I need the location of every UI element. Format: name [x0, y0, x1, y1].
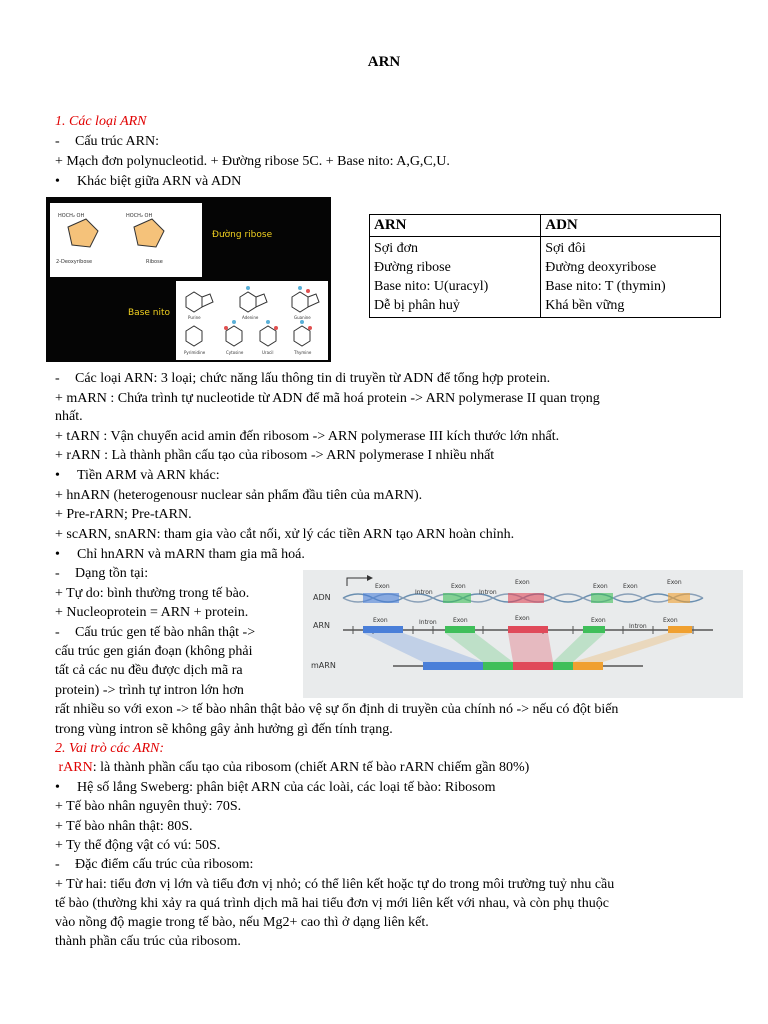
list-item: + mARN : Chứa trình tự nucleotide từ ADN để mã hoá protein -> ARN polymerase II quan trọng — [55, 391, 600, 406]
svg-text:Intron: Intron — [415, 589, 433, 596]
list-item: vào nồng độ magie trong tế bào, nếu Mg2+ cao thì ở dạng liên kết. — [55, 915, 429, 930]
base-label: Cytosine — [226, 350, 244, 355]
list-item: • Hệ số lắng Sweberg: phân biệt ARN của các loài, các loại tế bào: Ribosom — [55, 780, 496, 795]
list-item: • Tiền ARM và ARN khác: — [55, 468, 220, 483]
arn-adn-table — [369, 214, 721, 318]
base-label: Guanine — [294, 315, 311, 320]
base-label: Uracil — [262, 350, 274, 355]
svg-text:Intron: Intron — [629, 623, 647, 630]
svg-text:Exon: Exon — [591, 617, 606, 624]
svg-text:HOCH₂ OH: HOCH₂ OH — [126, 213, 153, 219]
list-item: protein) -> trình tự intron lớn hơn — [55, 683, 244, 698]
ribose-base-figure — [46, 197, 331, 362]
list-item: • Chỉ hnARN và mARN tham gia mã hoá. — [55, 547, 305, 562]
list-item: + scARN, snARN: tham gia vào cắt nối, xử lý các tiền ARN tạo ARN hoàn chỉnh. — [55, 527, 515, 542]
list-item: - Dạng tồn tại: — [55, 566, 149, 581]
svg-text:Exon: Exon — [663, 617, 678, 624]
row-label-adn: ADN — [313, 593, 331, 602]
base-caption: Base nito — [128, 308, 171, 318]
base-label: Adenine — [242, 315, 259, 320]
svg-text:Exon: Exon — [593, 583, 608, 590]
list-item: + Mạch đơn polynucleotid. + Đường ribose 5C. + Base nito: A,G,C,U. — [55, 154, 450, 169]
sugar-label-2: Ribose — [146, 259, 163, 265]
list-item: tất cả các nu đều được dịch mã ra — [55, 663, 243, 678]
section-1-heading: 1. Các loại ARN — [55, 114, 147, 129]
list-item: + rARN : Là thành phần cấu tạo của ribosom -> ARN polymerase I nhiều nhất — [55, 448, 495, 463]
svg-text:Intron: Intron — [479, 589, 497, 596]
list-item: + Nucleoprotein = ARN + protein. — [55, 605, 249, 620]
list-item: - Các loại ARN: 3 loại; chức năng lấu thông tin di truyền từ ADN để tổng hợp protein. — [55, 371, 551, 386]
list-item: • Khác biệt giữa ARN và ADN — [55, 174, 242, 189]
list-item: rất nhiều so với exon -> tế bào nhân thật bảo vệ sự ổn định di truyền của chính nó -> nếu có đột biến — [55, 702, 619, 717]
row-label-arn: ARN — [313, 621, 331, 630]
base-label: Pyrimidine — [184, 350, 206, 355]
table-header-adn: ADN — [541, 215, 721, 237]
list-item: + Ty thể động vật có vú: 50S. — [55, 838, 221, 853]
list-item: trong vùng intron sẽ không gây ảnh hưởng gì đến tính trạng. — [55, 722, 393, 737]
splicing-figure — [303, 570, 743, 698]
svg-text:Exon: Exon — [373, 617, 388, 624]
list-item: - Đặc điểm cấu trúc của ribosom: — [55, 857, 254, 872]
list-item: - Cấu trúc gen tế bào nhân thật -> — [55, 625, 256, 640]
list-item: + tARN : Vận chuyển acid amin đến ribosom -> ARN polymerase III kích thước lớn nhất. — [55, 429, 560, 444]
list-item: nhất. — [55, 409, 83, 424]
page-title: ARN — [367, 54, 401, 70]
svg-text:Intron: Intron — [419, 619, 437, 626]
base-label: Thymine — [294, 350, 312, 355]
list-item: rARN: là thành phần cấu tạo của ribosom (chiết ARN tế bào rARN chiếm gần 80%) — [58, 760, 530, 775]
section-2-heading: 2. Vai trò các ARN: — [55, 741, 165, 756]
table-cell-arn: Sợi đơn Đường ribose Base nito: U(uracyl) Dễ bị phân huỷ — [370, 237, 541, 318]
list-item: + hnARN (heterogenousr nuclear sản phẩm đầu tiên của mARN). — [55, 488, 423, 503]
list-item: + Tế bào nhân nguyên thuỷ: 70S. — [55, 799, 242, 814]
svg-text:HOCH₂ OH: HOCH₂ OH — [58, 213, 85, 219]
row-label-marn: mARN — [311, 661, 336, 670]
svg-text:Exon: Exon — [375, 583, 390, 590]
sugar-label-1: 2-Deoxyribose — [56, 259, 93, 265]
svg-text:Exon: Exon — [515, 615, 530, 622]
table-header-arn: ARN — [370, 215, 541, 237]
svg-text:Exon: Exon — [623, 583, 638, 590]
table-cell-adn: Sợi đôi Đường deoxyribose Base nito: T (thymin) Khá bền vững — [541, 237, 721, 318]
list-item: tế bào (thường khi xảy ra quá trình dịch mã hai tiểu đơn vị mới liên kết với nhau, và còn phụ thuộc — [55, 896, 609, 911]
base-label: Purine — [188, 315, 201, 320]
list-item: cấu trúc gen gián đoạn (không phải — [55, 644, 253, 659]
svg-text:Exon: Exon — [515, 579, 530, 586]
list-item: + Pre-rARN; Pre-tARN. — [55, 507, 192, 522]
svg-text:Exon: Exon — [667, 579, 682, 586]
list-item: + Tế bào nhân thật: 80S. — [55, 819, 193, 834]
list-item: thành phần cấu trúc của ribosom. — [55, 934, 241, 949]
list-item: - Cấu trúc ARN: — [55, 134, 159, 149]
sugar-caption: Đường ribose — [212, 230, 273, 240]
list-item: + Tự do: bình thường trong tế bào. — [55, 586, 250, 601]
svg-text:Exon: Exon — [451, 583, 466, 590]
list-item: + Từ hai: tiểu đơn vị lớn và tiểu đơn vị nhỏ; có thể liên kết hoặc tự do trong môi trường tuỷ nhu cầu — [55, 877, 615, 892]
svg-text:Exon: Exon — [453, 617, 468, 624]
